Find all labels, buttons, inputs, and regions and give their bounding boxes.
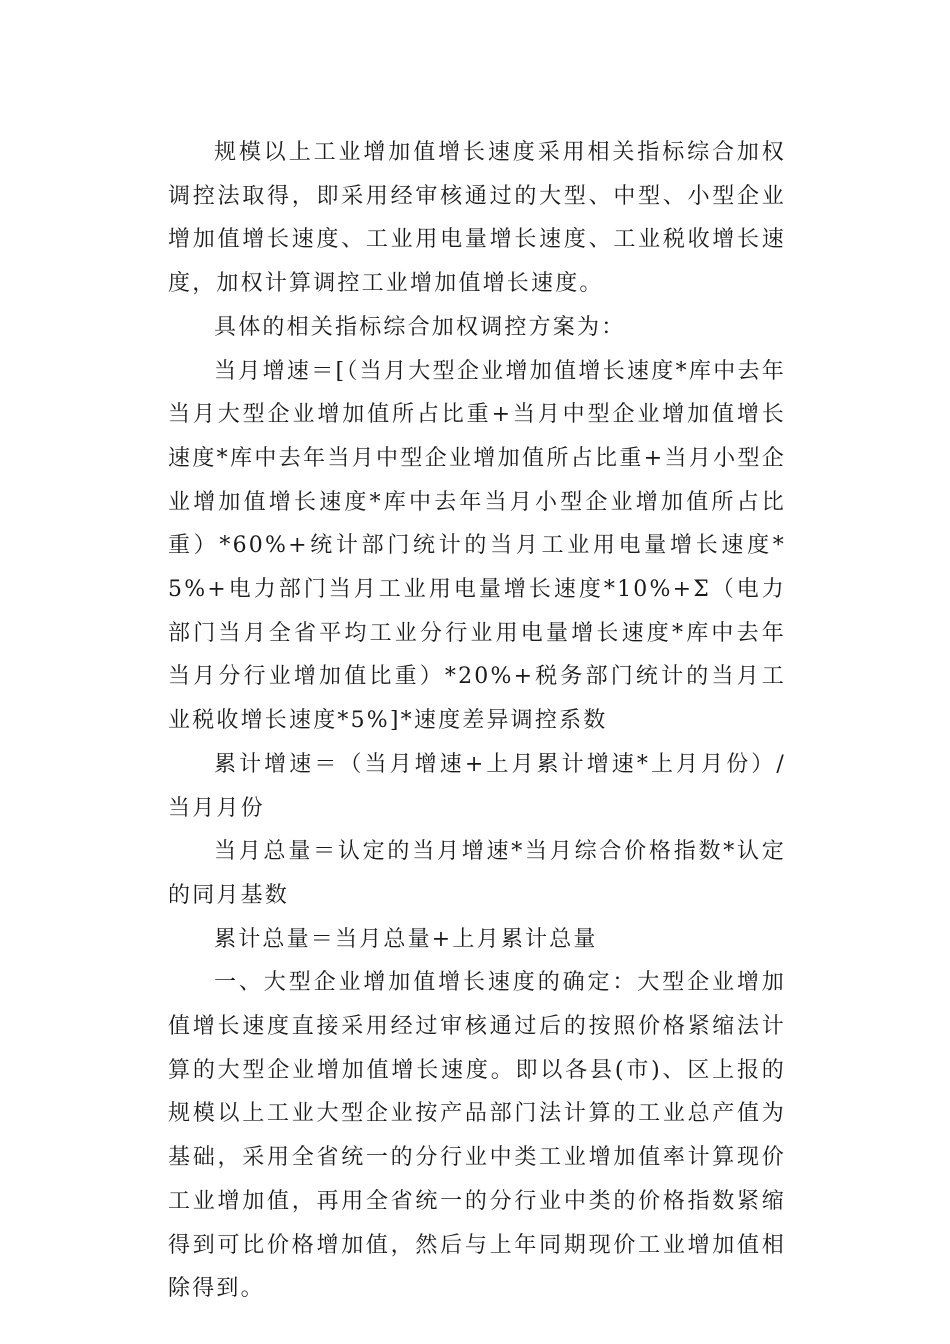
paragraph-cumulative-total-formula: 累计总量＝当月总量+上月累计总量 — [214, 926, 598, 952]
paragraph-method-intro: 规模以上工业增加值增长速度采用相关指标综合加权调控法取得，即采用经审核通过的大型、中型、小型企业增加值增长速度、工业用电量增长速度、工业税收增长速度，加权计算调控工业增加值增长速度。 — [168, 140, 786, 297]
paragraph-monthly-growth-formula: 当月增速＝[（当月大型企业增加值增长速度*库中去年当月大型企业增加值所占比重+当月中型企业增加值增长速度*库中去年当月中型企业增加值所占比重+当月小型企业增加值增长速度*库中去年当月小型企业增加值所占比重）*60%+统计部门统计的当月工业用电量增长速度*5%+电力部门当月工业用电量增长速度*10%+Σ（电力部门当月全省平均工业分行业用电量增长速度*库中去年当月分行业增加值比重）*20%+税务部门统计的当月工业税收增长速度*5%]*速度差异调控系数 — [168, 358, 786, 734]
paragraph-scheme-heading: 具体的相关指标综合加权调控方案为： — [214, 314, 626, 340]
paragraph-cumulative-growth-formula: 累计增速＝（当月增速+上月累计增速*上月月份）/当月月份 — [168, 751, 786, 821]
paragraph-large-enterprise-section: 一、大型企业增加值增长速度的确定：大型企业增加值增长速度直接采用经过审核通过后的按照价格紧缩法计算的大型企业增加值增长速度。即以各县(市)、区上报的规模以上工业大型企业按产品部门法计算的工业总产值为基础，采用全省统一的分行业中类工业增加值率计算现价工业增加值，再用全省统一的分行业中类的价格指数紧缩得到可比价格增加值，然后与上年同期现价工业增加值相除得到。 — [168, 970, 786, 1302]
paragraph-monthly-total-formula: 当月总量＝认定的当月增速*当月综合价格指数*认定的同月基数 — [168, 839, 786, 908]
document-body — [168, 131, 786, 1311]
